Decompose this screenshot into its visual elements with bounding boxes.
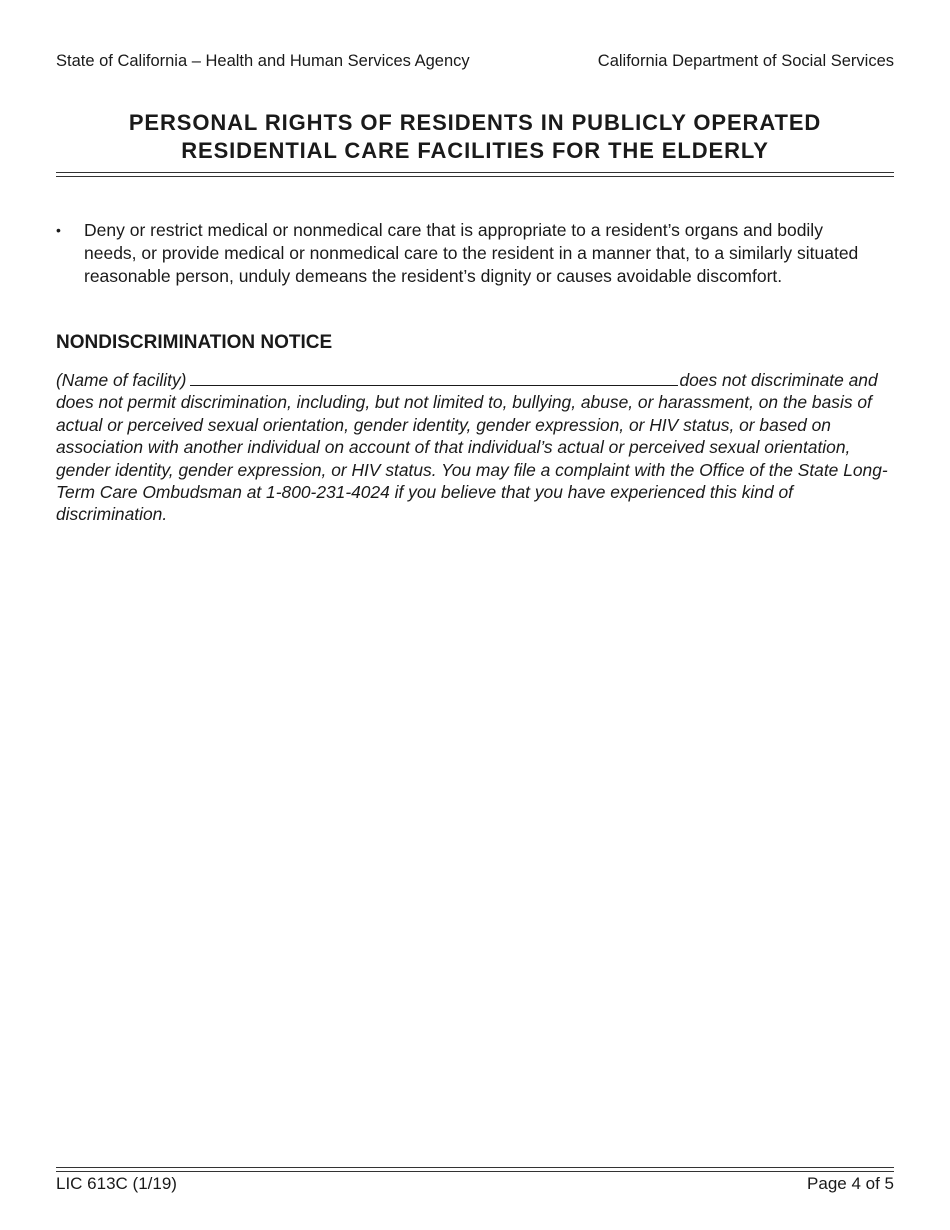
footer-divider [56, 1167, 894, 1172]
nondiscrimination-paragraph [56, 369, 894, 526]
title-line-2: RESIDENTIAL CARE FACILITIES FOR THE ELDERLY [181, 138, 769, 163]
bullet-item [56, 219, 894, 288]
bullet-icon: • [56, 222, 61, 238]
document-title [56, 109, 894, 165]
bullet-text: Deny or restrict medical or nonmedical care that is appropriate to a resident’s organs and bodily needs, or provide medical or nonmedical care to the resident in a manner that, to a similarly situated reasonable person, unduly demeans the resident’s dignity or causes avoidable discomfort. [84, 220, 859, 286]
agency-name: State of California – Health and Human Services Agency [56, 52, 470, 70]
title-line-1: PERSONAL RIGHTS OF RESIDENTS IN PUBLICLY OPERATED [128, 110, 822, 135]
title-divider [56, 172, 894, 177]
facility-name-field[interactable] [190, 369, 678, 386]
page-header [56, 52, 894, 74]
document-page [56, 0, 894, 1230]
page-number: Page 4 of 5 [807, 1174, 894, 1193]
facility-name-label: (Name of facility) [56, 370, 187, 390]
nondiscrimination-body: does not discriminate and does not permit discrimination, including, but not limited to, bullying, abuse, or harassment, on the basis of actual or perceived sexual orientation, gender identity, gender expression, or HIV status, or based on association with another individual on account of that individual’s actual or perceived sexual orientation, gender identity, gender expression, or HIV status. You may file a complaint with the Office of the State Long-Term Care Ombudsman at 1-800-231-4024 if you believe that you have experienced this kind of discrimination. [56, 370, 888, 525]
department-name: California Department of Social Services [597, 52, 894, 70]
nondiscrimination-heading: NONDISCRIMINATION NOTICE [56, 332, 333, 353]
page-footer [56, 1174, 894, 1196]
form-id: LIC 613C (1/19) [56, 1174, 177, 1193]
